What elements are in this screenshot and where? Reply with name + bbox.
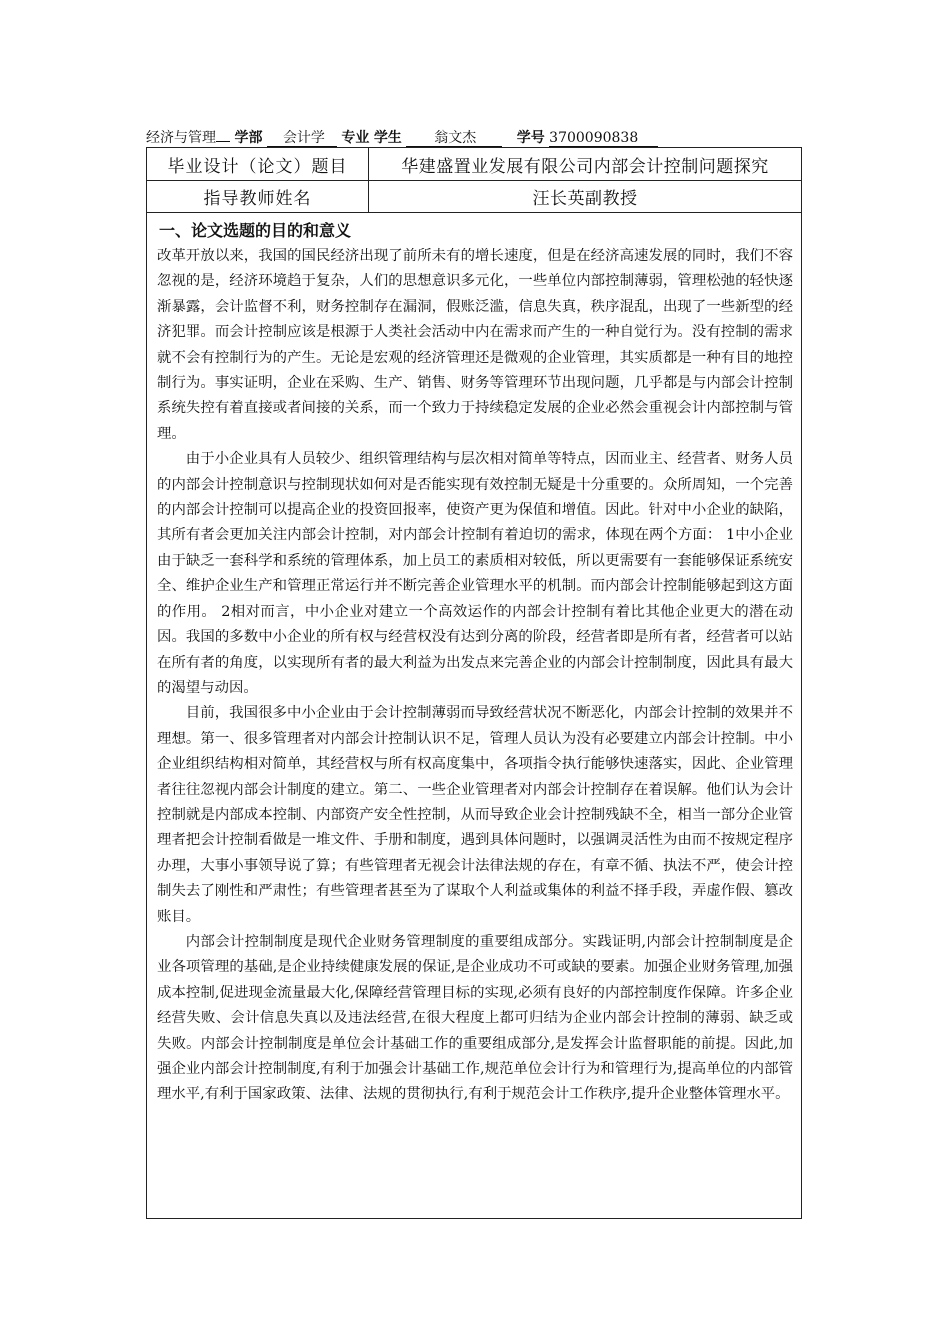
student-name: 翁文杰 [406,130,502,147]
paragraph-4: 内部会计控制制度是现代企业财务管理制度的重要组成部分。实践证明,内部会计控制制度是企业各项管理的基础,是企业持续健康发展的保证,是企业成功不可或缺的要素。加强企业财务管理,加强成本控制,促进现金流量最大化,保障经营管理目标的实现,必须有良好的内部控制度作保障。许多企业经营失败、会计信息失真以及违法经营,在很大程度上都可归结为企业内部会计控制的薄弱、缺乏或失败。内部会计控制制度是单位会计基础工作的重要组成部分,是发挥会计监督职能的前提。因此,加强企业内部会计控制制度,有利于加强会计基础工作,规范单位会计行为和管理行为,提高单位的内部管理水平,有利于国家政策、法律、法规的贯彻执行,有利于规范会计工作秩序,提升企业整体管理水平。 [157,933,793,1103]
form-table [146,147,802,1219]
advisor-value: 汪长英副教授 [532,189,638,209]
department-value: 经济与管理 [146,130,216,146]
major-value: 会计学 [267,130,337,147]
student-id-value: 3700090838 [549,130,658,147]
advisor-label: 指导教师姓名 [147,181,369,212]
header-info-line [146,128,806,148]
paragraph-2: 由于小企业具有人员较少、组织管理结构与层次相对简单等特点，因而业主、经营者、财务人员的内部会计控制意识与控制现状如何对是否能实现有效控制无疑是十分重要的。众所周知，一个完善的内部会计控制可以提高企业的投资回报率，使资产更为保值和增值。因此。针对中小企业的缺陷，其所有者会更加关注内部会计控制，对内部会计控制有着迫切的需求，体现在两个方面： 1中小企业由于缺乏一套科学和系统的管理体系，加上员工的素质相对较低，所以更需要有一套能够保证系统安全、维护企业生产和管理正常运行并不断完善企业管理水平的机制。而内部会计控制能够起到这方面的作用。 2相对而言，中小企业对建立一个高效运作的内部会计控制有着比其他企业更大的潜在动因。我国的多数中小企业的所有权与经营权没有达到分离的阶段，经营者即是所有者，经营者可以站在所有者的角度，以实现所有者的最大利益为出发点来完善企业的内部会计控制制度，因此具有最大的渴望与动因。 [157,451,793,696]
thesis-title-label: 毕业设计（论文）题目 [147,148,369,180]
section-heading: 一、论文选题的目的和意义 [159,221,352,240]
paragraph-1: 改革开放以来，我国的国民经济出现了前所未有的增长速度，但是在经济高速发展的同时，我们不容忽视的是，经济环境趋于复杂，人们的思想意识多元化，一些单位内部控制薄弱，管理松弛的轻快逐渐暴露，会计监督不利，财务控制存在漏洞，假账泛滥，信息失真，秩序混乱，出现了一些新型的经济犯罪。而会计控制应该是根源于人类社会活动中内在需求而产生的一种自觉行为。没有控制的需求就不会有控制行为的产生。无论是宏观的经济管理还是微观的企业管理，其实质都是一种有目的地控制行为。事实证明，企业在采购、生产、销售、财务等管理环节出现问题，几乎都是与内部会计控制系统失控有着直接或者间接的关系，而一个致力于持续稳定发展的企业必然会重视会计内部控制与管理。 [157,248,793,442]
department-label: 学部 [234,130,263,146]
thesis-title-value: 华建盛置业发展有限公司内部会计控制问题探究 [401,156,769,177]
section-body [157,244,793,1108]
major-label: 专业 [341,130,370,146]
thesis-title-row [147,148,801,181]
student-label: 学生 [373,130,402,146]
paragraph-3: 目前，我国很多中小企业由于会计控制薄弱而导致经营状况不断恶化，内部会计控制的效果并不理想。第一、很多管理者对内部会计控制认识不足，管理人员认为没有必要建立内部会计控制。中小企业组织结构相对简单，其经营权与所有权高度集中，各项指令执行能够快速落实，因此、企业管理者往往忽视内部会计制度的建立。第二、一些企业管理者对内部会计控制存在着误解。他们认为会计控制就是内部成本控制、内部资产安全性控制，从而导致企业会计控制残缺不全，相当一部分企业管理者把会计控制看做是一堆文件、手册和制度，遇到具体问题时，以强调灵活性为由而不按规定程序办理，大事小事领导说了算；有些管理者无视会计法律法规的存在，有章不循、执法不严，使会计控制失去了刚性和严肃性；有些管理者甚至为了谋取个人利益或集体的利益不择手段，弄虚作假、篡改账目。 [157,705,793,925]
student-id-label: 学号 [516,130,545,146]
advisor-row [147,181,801,213]
